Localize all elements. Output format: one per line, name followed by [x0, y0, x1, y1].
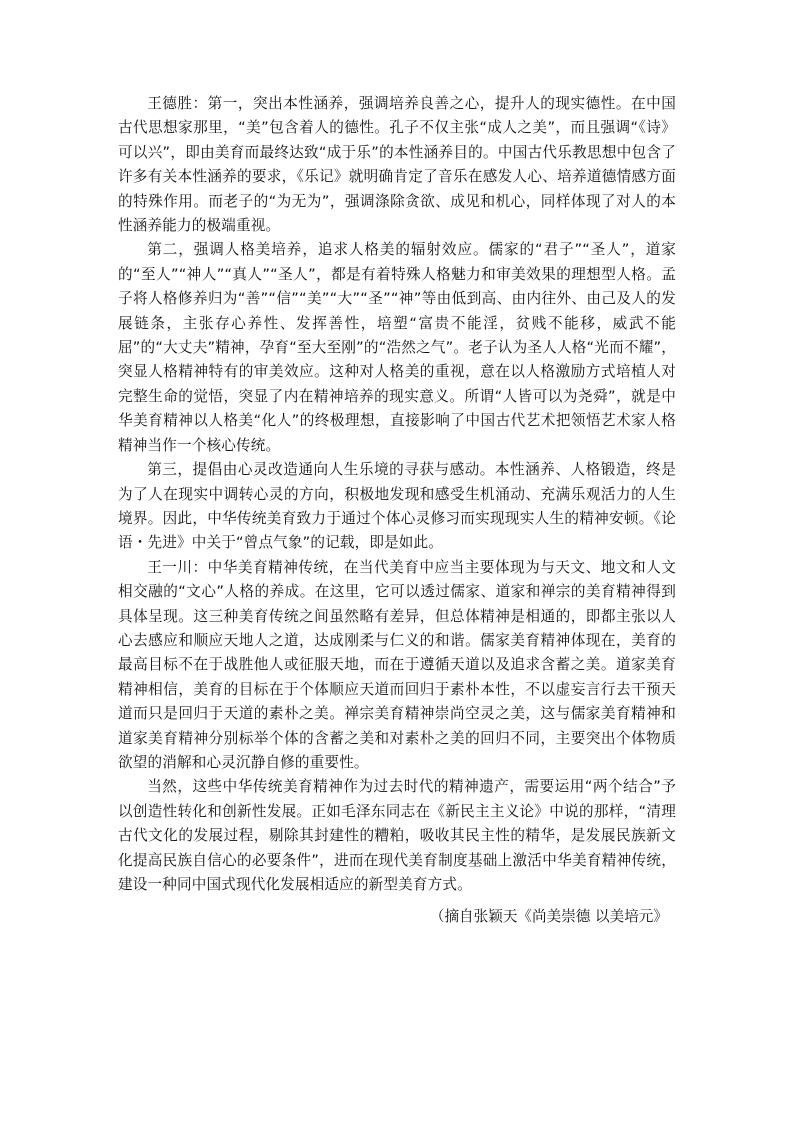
- paragraph-third: 第三，提倡由心灵改造通向人生乐境的寻获与感动。本性涵养、人格锻造，终是为了人在现实中调转心灵的方向，积极地发现和感受生机涌动、充满乐观活力的人生境界。因此，中华传统美育致力于通过个体心灵修习而实现现实人生的精神安顿。《论语・先进》中关于“曾点气象”的记载，即是如此。: [118, 461, 676, 552]
- paragraph-wang-desheng-first: 王德胜：第一，突出本性涵养，强调培养良善之心，提升人的现实德性。在中国古代思想家那里，“美”包含着人的德性。孔子不仅主张“成人之美”，而且强调“《诗》可以兴”，即由美育而最终达致“成于乐”的本性涵养目的。中国古代乐教思想中包含了许多有关本性涵养的要求，《乐记》就明确肯定了音乐在感发人心、培养道德情感方面的特殊作用。而老子的“为无为”，强调涤除贪欲、成见和机心，同样体现了对人的本性涵养能力的极端重视。: [118, 95, 676, 235]
- paragraph-wang-yichuan: 王一川：中华美育精神传统，在当代美育中应当主要体现为与天文、地文和人文相交融的“文心”人格的养成。在这里，它可以透过儒家、道家和禅宗的美育精神得到具体呈现。这三种美育传统之间虽然略有差异，但总体精神是相通的，即都主张以人心去感应和顺应天地人之道，达成刚柔与仁义的和谐。儒家美育精神体现在，美育的最高目标不在于战胜他人或征服天地，而在于遵循天道以及追求含蓄之美。道家美育精神相信，美育的目标在于个体顺应天道而回归于素朴本性，不以虚妄言行去干预天道而只是回归于天道的素朴之美。禅宗美育精神崇尚空灵之美，这与儒家美育精神和道家美育精神分别标举个体的含蓄之美和对素朴之美的回归不同，主要突出个体物质欲望的消解和心灵沉静自修的重要性。: [118, 558, 676, 771]
- article-body: [118, 92, 676, 929]
- paragraph-conclusion: 当然，这些中华传统美育精神作为过去时代的精神遗产，需要运用“两个结合”予以创造性转化和创新性发展。正如毛泽东同志在《新民主主义论》中说的那样，“清理古代文化的发展过程，剔除其封建性的糟粕，吸收其民主性的精华，是发展民族新文化提高民族自信心的必要条件”，进而在现代美育制度基础上激活中华美育精神传统，建设一种同中国式现代化发展相适应的新型美育方式。: [118, 778, 676, 893]
- paragraph-second: 第二，强调人格美培养，追求人格美的辐射效应。儒家的“君子”“圣人”，道家的“至人”“神人”“真人”“圣人”，都是有着特殊人格魅力和审美效果的理想型人格。孟子将人格修养归为“善”“信”“美”“大”“圣”“神”等由低到高、由内往外、由己及人的发展链条，主张存心养性、发挥善性，培塑“富贵不能淫，贫贱不能移，威武不能屈”的“大丈夫”精神，孕育“至大至刚”的“浩然之气”。老子认为圣人人格“光而不耀”，突显人格精神特有的审美效应。这种对人格美的重视，意在以人格激励方式培植人对完整生命的觉悟，突显了内在精神培养的现实意义。所谓“人皆可以为尧舜”，就是中华美育精神以人格美“化人”的终极理想，直接影响了中国古代艺术把领悟艺术家人格精神当作一个核心传统。: [118, 241, 676, 454]
- source-citation: （摘自张颖天《尚美崇德 以美培元》: [429, 908, 668, 926]
